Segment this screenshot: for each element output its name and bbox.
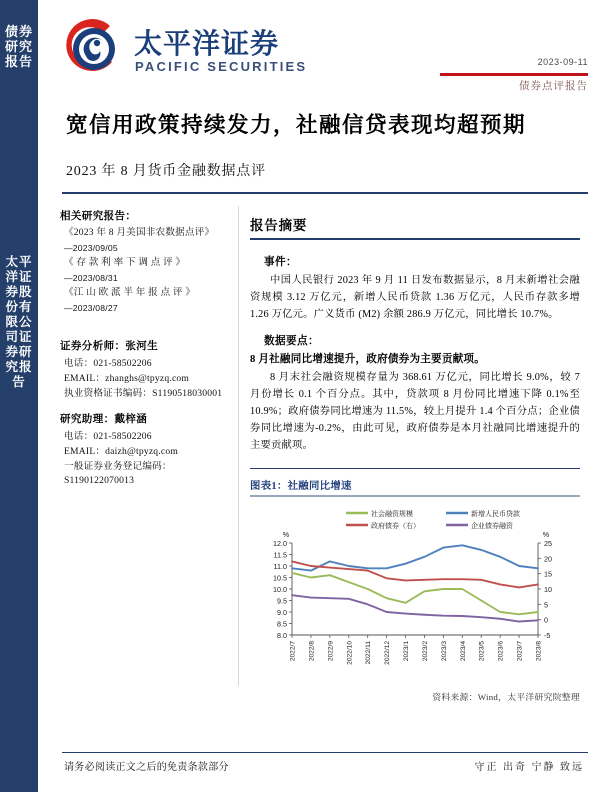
svg-text:0: 0 [544, 615, 548, 625]
svg-text:政府债券（右）: 政府债券（右） [371, 522, 420, 530]
svg-text:15: 15 [544, 569, 552, 579]
title-divider [62, 192, 588, 194]
related-reports-heading: 相关研究报告： [60, 211, 137, 222]
info-column [58, 208, 230, 489]
svg-text:25: 25 [544, 538, 552, 548]
analyst-phone: 电话：021-58502206 [64, 358, 152, 369]
report-kind-label: 债券点评报告 [519, 81, 588, 92]
svg-text:2023/2: 2023/2 [421, 640, 429, 661]
social-financing-growth-line-chart [250, 499, 580, 684]
figure-caption: 图表1：社融同比增速 [250, 481, 352, 493]
svg-text:20: 20 [544, 554, 552, 564]
assistant-heading: 研究助理：戴梓涵 [60, 414, 148, 425]
svg-text:2023/6: 2023/6 [497, 640, 505, 661]
analyst-license: 执业资格证书编码：S1190518030001 [64, 388, 223, 399]
svg-text:11.5: 11.5 [273, 550, 287, 560]
svg-text:2022/10: 2022/10 [346, 640, 354, 665]
report-body [250, 206, 580, 703]
content-divider [250, 468, 580, 470]
svg-text:社会融资规模: 社会融资规模 [371, 510, 413, 518]
svg-text:9.0: 9.0 [277, 607, 287, 617]
spacer [58, 316, 230, 328]
svg-text:10.5: 10.5 [273, 573, 287, 583]
related-report-item[interactable]: 《2023 年 8 月美国非农数据点评》 [64, 227, 215, 238]
related-report-item[interactable]: 《江 山 欧 派 半 年 报 点 评 》 [64, 287, 196, 298]
related-report-date: —2023/08/27 [64, 303, 118, 313]
pacific-securities-logo-icon [60, 16, 124, 80]
svg-text:%: % [282, 529, 290, 539]
assistant-email[interactable]: EMAIL：daizh@tpyzq.com [64, 446, 179, 457]
brand-logo [60, 14, 335, 84]
svg-text:2022/8: 2022/8 [308, 640, 316, 661]
svg-text:新增人民币贷款: 新增人民币贷款 [471, 510, 520, 518]
svg-text:%: % [542, 529, 550, 539]
sidebar-bar [0, 0, 38, 792]
svg-text:企业债券融资: 企业债券融资 [471, 522, 513, 530]
svg-text:2023/8: 2023/8 [535, 640, 543, 661]
svg-text:2022/11: 2022/11 [365, 640, 373, 665]
section-divider [250, 238, 580, 240]
svg-text:2023/7: 2023/7 [516, 640, 524, 661]
svg-text:2023/3: 2023/3 [440, 640, 448, 661]
svg-text:2022/9: 2022/9 [327, 640, 335, 661]
svg-text:2022/7: 2022/7 [289, 640, 297, 661]
svg-text:2023/5: 2023/5 [478, 640, 486, 661]
figure-source: 资料来源：Wind，太平洋研究院整理 [432, 691, 580, 702]
svg-text:2023/1: 2023/1 [403, 640, 411, 661]
section-title-summary: 报告摘要 [250, 218, 308, 233]
assistant-license: 一般证券业务登记编码：S1190122070013 [64, 461, 172, 486]
svg-text:8.0: 8.0 [277, 630, 287, 640]
footer-divider [62, 752, 588, 753]
sidebar-label-bottom [0, 255, 38, 390]
event-heading: 事件： [264, 256, 297, 268]
svg-text:10: 10 [544, 584, 552, 594]
data-points-paragraph: 8 月末社会融资规模存量为 368.61 万亿元，同比增长 9.0%，较 7 月份增长 0.1 个百分点。其中，贷款项 8 月份同比增速下降 0.1%至 10.9%；政府债券同比增速为 11.5%，较上月提升 1.4 个百分点；企业债券同比增速为-0.2%，由此可见，政府债券是本月社融同比增速提升的主要贡献项。 [250, 371, 580, 451]
report-date: 2023-09-11 [537, 57, 588, 67]
svg-text:2023/4: 2023/4 [459, 640, 467, 661]
brand-name-cn: 太平洋证券 [134, 29, 280, 60]
svg-text:11.0: 11.0 [273, 561, 287, 571]
svg-text:-5: -5 [544, 630, 551, 640]
svg-text:10.0: 10.0 [273, 584, 287, 594]
svg-text:12.0: 12.0 [273, 538, 287, 548]
figure-rule [250, 495, 580, 497]
data-points-subheading: 8 月社融同比增速提升，政府债券为主要贡献项。 [250, 353, 486, 365]
svg-text:9.5: 9.5 [277, 596, 287, 606]
header-red-rule [440, 73, 588, 76]
analyst-email[interactable]: EMAIL：zhanghs@tpyzq.com [64, 373, 190, 384]
page-subtitle: 2023 年 8 月货币金融数据点评 [66, 164, 266, 179]
page-title: 宽信用政策持续发力，社融信贷表现均超预期 [66, 113, 527, 137]
brand-name-en: PACIFIC SECURITIES [135, 59, 308, 74]
assistant-phone: 电话：021-58502206 [64, 431, 152, 442]
sidebar-label-top [0, 24, 38, 69]
sidebar-label-top-text: 债券研究报告 [4, 24, 33, 69]
related-report-date: —2023/09/05 [64, 243, 118, 253]
related-report-date: —2023/08/31 [64, 273, 118, 283]
footer-motto: 守正 出奇 宁静 致远 [474, 762, 584, 773]
chart-container [250, 499, 580, 684]
svg-text:8.5: 8.5 [277, 619, 287, 629]
svg-text:5: 5 [544, 600, 548, 610]
footer-disclaimer: 请务必阅读正文之后的免责条款部分 [64, 762, 229, 773]
column-divider [238, 206, 239, 686]
sidebar-label-bottom-text: 太平洋证券股份有限公司证券研究报告 [5, 255, 33, 389]
related-report-item[interactable]: 《 存 款 利 率 下 调 点 评 》 [64, 257, 186, 268]
event-paragraph: 中国人民银行 2023 年 9 月 11 日发布数据显示，8 月末新增社会融资规模 3.12 万亿元，新增人民币贷款 1.36 万亿元，人民币存款多增 1.26 万亿元。广义货币 (M2) 余额 286.9 万亿元，同比增长 10.7%。 [250, 274, 580, 320]
data-points-heading: 数据要点： [264, 335, 319, 347]
svg-text:2022/12: 2022/12 [384, 640, 392, 665]
page-header [38, 0, 612, 100]
analyst-heading: 证券分析师：张河生 [60, 341, 159, 352]
